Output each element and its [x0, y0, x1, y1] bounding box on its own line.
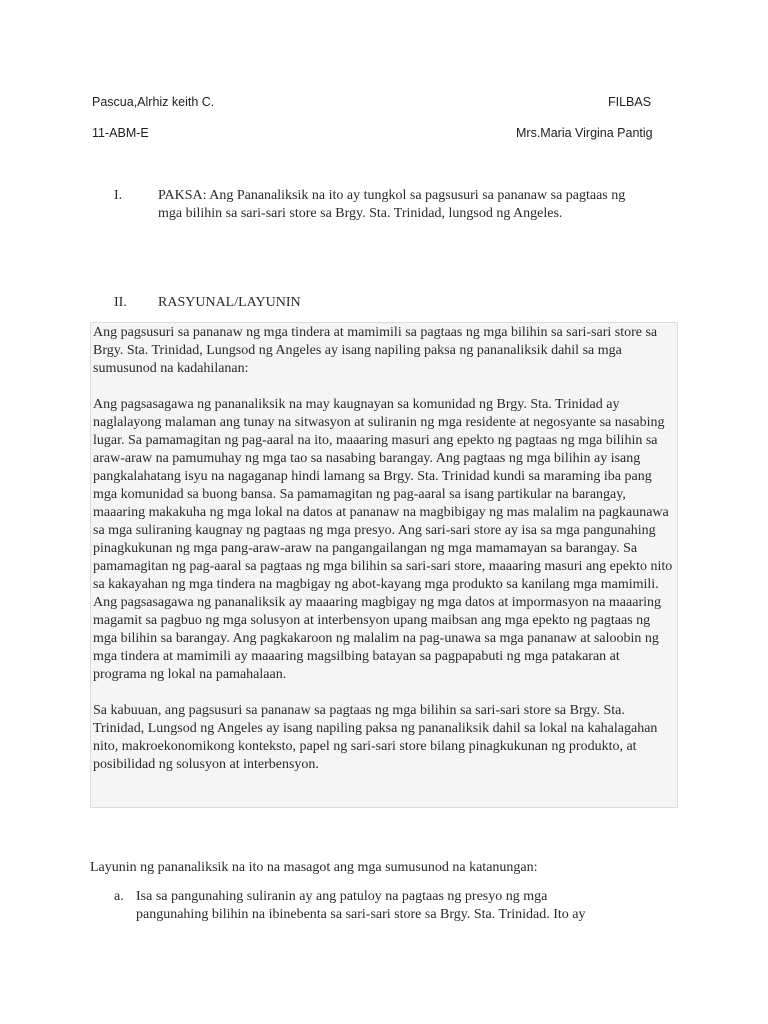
- section-paksa: [114, 187, 674, 227]
- rationale-paragraph-3: Sa kabuuan, ang pagsusuri sa pananaw sa pagtaas ng mga bilihin sa sari-sari store sa Brgy. Sta. Trinidad, Lungsod ng Angeles ay isang napiling paksa ng pananaliksik dahil sa lokal na kahalagahan nito, makroekonomikong konteksto, papel ng sari-sari store bilang pinagkukunan ng produkto, at posibilidad ng solusyon at interbensyon.: [93, 703, 658, 772]
- class-section: 11-ABM-E: [92, 126, 149, 140]
- section-text: [158, 187, 674, 223]
- paksa-line-2: mga bilihin sa sari-sari store sa Brgy. Sta. Trinidad, lungsod ng Angeles.: [158, 206, 563, 221]
- list-item-a: [136, 888, 676, 924]
- section-number: I.: [114, 188, 123, 203]
- teacher-name: Mrs.Maria Virgina Pantig: [516, 126, 653, 140]
- section-number: II.: [114, 295, 127, 310]
- subject-label: FILBAS: [608, 95, 652, 109]
- list-item-marker: a.: [114, 889, 124, 904]
- list-item-line-1: Isa sa pangunahing suliranin ay ang patuloy na pagtaas ng presyo ng mga: [136, 889, 548, 904]
- layunin-intro: Layunin ng pananaliksik na ito na masagot ang mga sumusunod na katanungan:: [90, 860, 538, 875]
- list-item-line-2: pangunahing bilihin na ibinebenta sa sari-sari store sa Brgy. Sta. Trinidad. Ito ay: [136, 907, 586, 922]
- rationale-box: [90, 322, 678, 808]
- rationale-paragraph-2: Ang pagsasagawa ng pananaliksik na may kaugnayan sa komunidad ng Brgy. Sta. Trinidad ay naglalayong malaman ang tunay na sitwasyon at suliranin ng mga residente at negosyante sa nasabing lugar. Sa pamamagitan ng pag-aaral na ito, maaaring masuri ang epekto ng pagtaas ng mga bilihin sa araw-araw na pamumuhay ng mga tao sa nasabing barangay. Ang pagtaas ng mga bilihin ay isang pangkalahatang isyu na nagaganap hindi lamang sa Brgy. Sta. Trinidad kundi sa maraming iba pang mga komunidad sa buong bansa. Sa pamamagitan ng pag-aaral sa isang partikular na barangay, maaaring makakuha ng mga lokal na datos at pananaw na magbibigay ng mas malalim na pagkaunawa sa mga suliraning kaugnay ng pagtaas ng mga presyo. Ang sari-sari store ay isa sa mga pangunahing pinagkukunan ng mga pang-araw-araw na pangangailangan ng mga mamamayan sa barangay. Sa pamamagitan ng pag-aaral sa pagtaas ng mga bilihin sa sari-sari store, maaaring masuri ang epekto nito sa kakayahan ng mga tindera na magbigay ng abot-kayang mga produkto sa kanilang mga mamimili. Ang pagsasagawa ng pananaliksik ay maaaring magbigay ng mga datos at impormasyon na maaaring magamit sa pagbuo ng mga solusyon at interbensyon upang maibsan ang mga epekto ng pagtaas ng mga bilihin sa barangay. Ang pagkakaroon ng malalim na pag-unawa sa mga pananaw at saloobin ng mga tindera at mamimili ay maaaring magsilbing batayan sa pagpapabuti ng mga patakaran at programa ng lokal na pamahalaan.: [93, 397, 673, 682]
- section-rasyunal: [114, 294, 674, 314]
- paksa-line-1: PAKSA: Ang Pananaliksik na ito ay tungkol sa pagsusuri sa pananaw sa pagtaas ng: [158, 188, 626, 203]
- section-title: RASYUNAL/LAYUNIN: [158, 295, 301, 310]
- student-name: Pascua,Alrhiz keith C.: [92, 95, 215, 109]
- rationale-paragraph-1: Ang pagsusuri sa pananaw ng mga tindera at mamimili sa pagtaas ng mga bilihin sa sari-sari store sa Brgy. Sta. Trinidad, Lungsod ng Angeles ay isang napiling paksa ng pananaliksik dahil sa mga sumusunod na kadahilanan:: [93, 325, 658, 376]
